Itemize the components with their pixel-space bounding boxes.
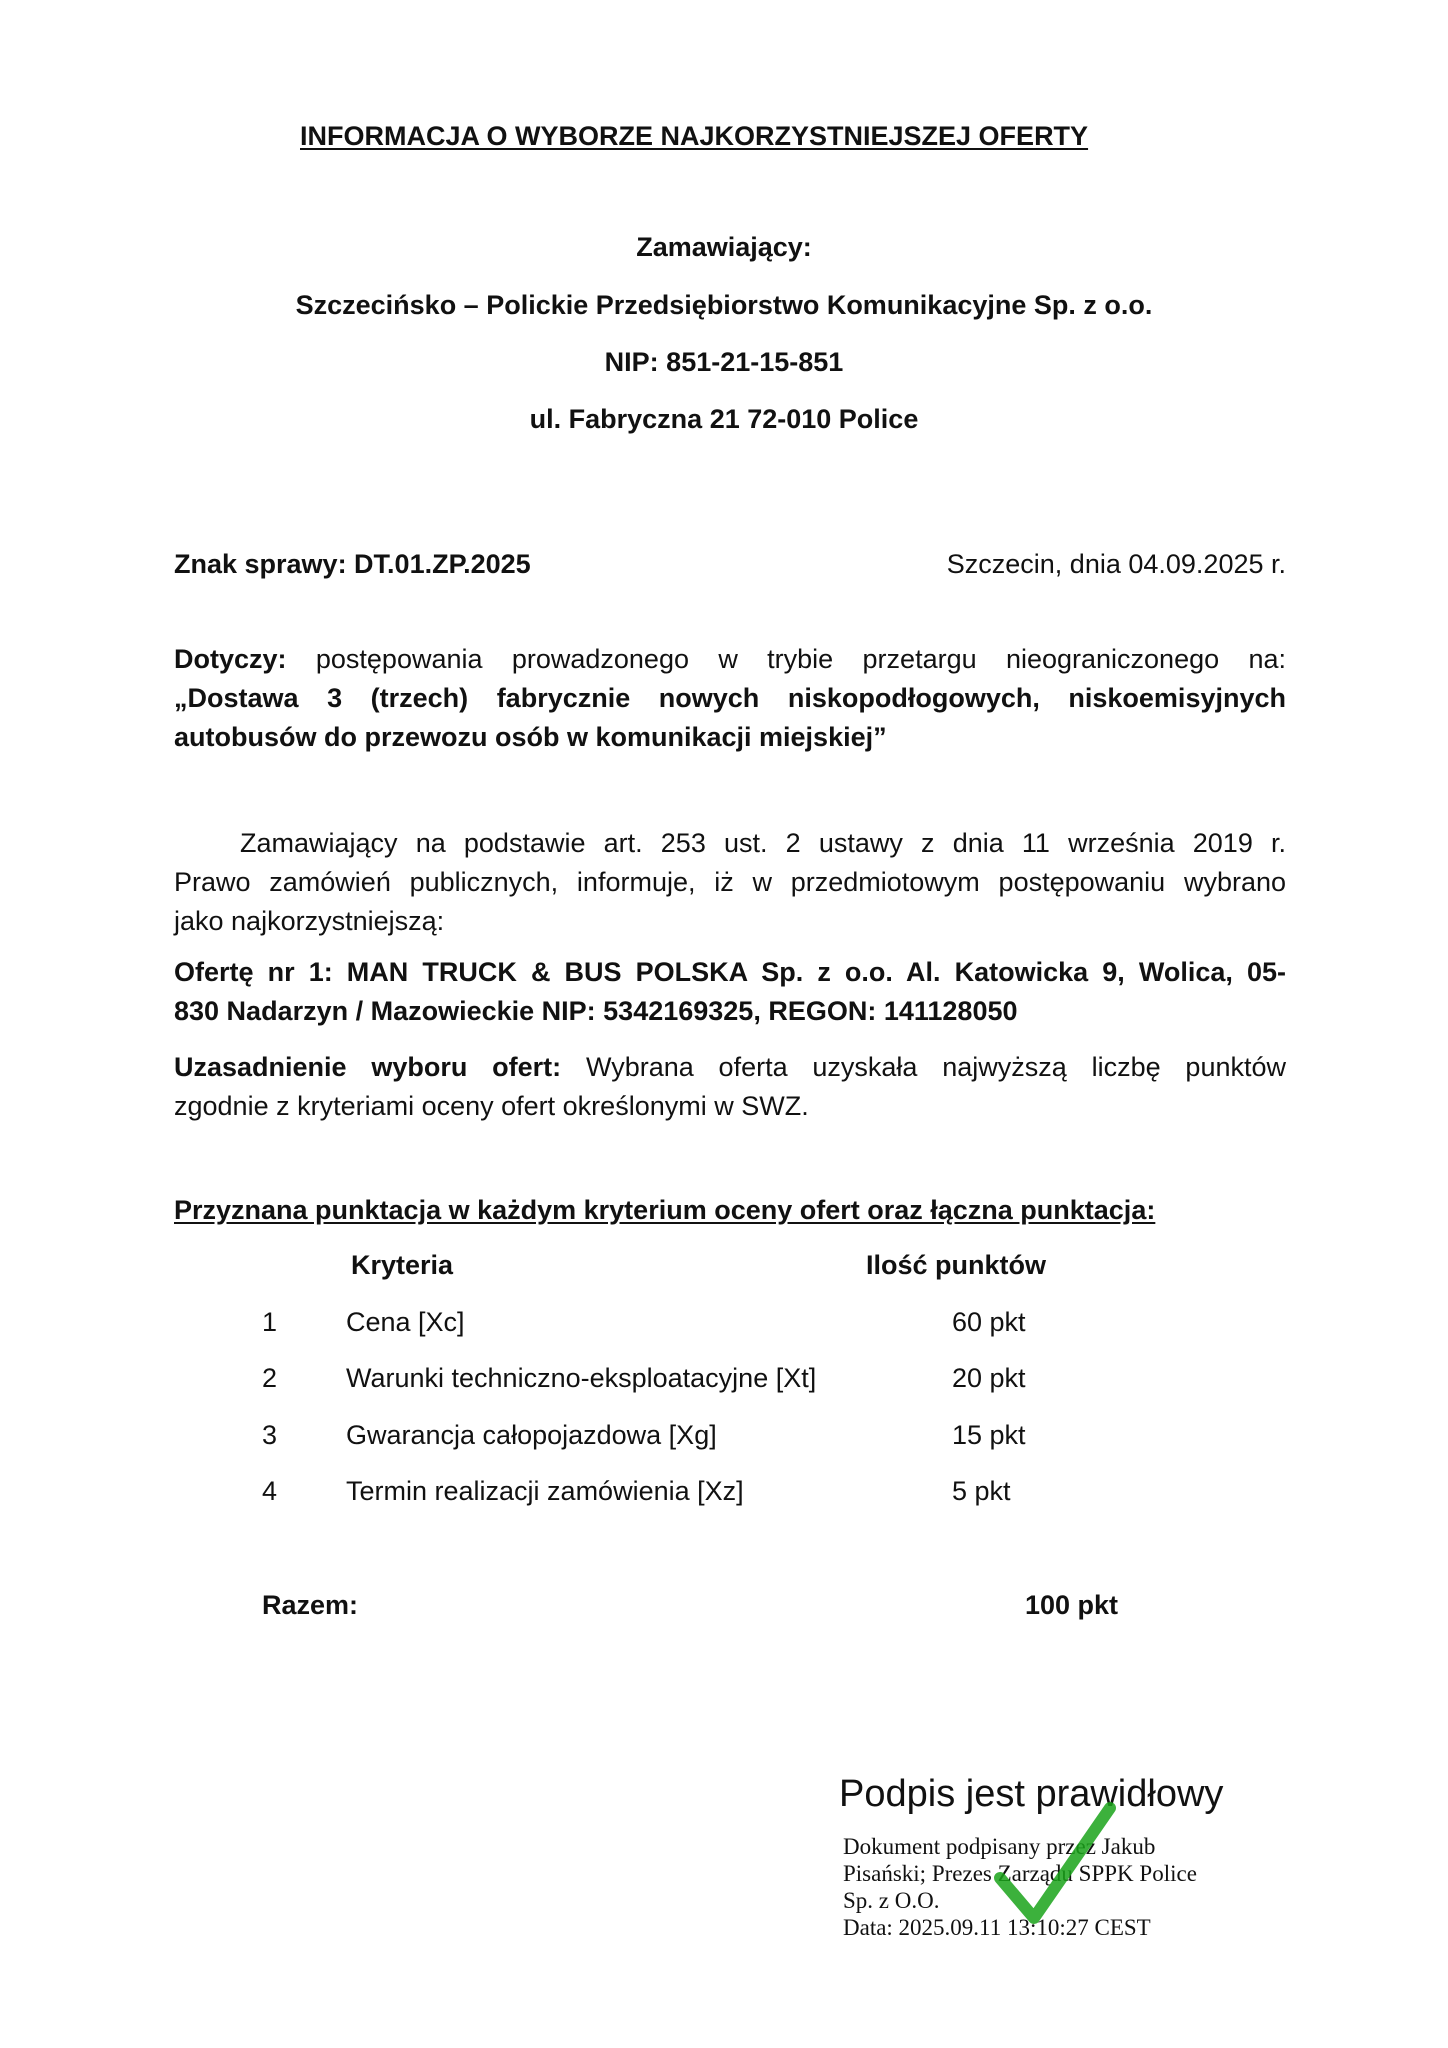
row-points: 15 pkt <box>952 1420 1026 1450</box>
row-criterion: Termin realizacji zamówienia [Xz] <box>346 1476 744 1506</box>
contracting-label: Zamawiający: <box>636 232 812 262</box>
case-sign: Znak sprawy: DT.01.ZP.2025 <box>174 549 531 579</box>
justification-label: Uzasadnienie wyboru ofert: <box>174 1052 562 1082</box>
points-column-header: Ilość punktów <box>866 1250 1047 1280</box>
contracting-nip: NIP: 851-21-15-851 <box>604 347 844 377</box>
subject-line-3: autobusów do przewozu osób w komunikacji miejskiej” <box>174 722 887 752</box>
place-date: Szczecin, dnia 04.09.2025 r. <box>946 549 1286 579</box>
subject-line-2: „Dostawa 3 (trzech) fabrycznie nowych niskopodłogowych, niskoemisyjnych <box>174 683 1286 713</box>
row-number: 3 <box>262 1420 278 1450</box>
row-points: 5 pkt <box>952 1476 1011 1506</box>
subject-label: Dotyczy: <box>174 644 287 674</box>
scoring-heading: Przyznana punktacja w każdym kryterium oceny ofert oraz łączna punktacja: <box>174 1195 1156 1225</box>
signature-date: Data: 2025.09.11 13:10:27 CEST <box>843 1915 1151 1940</box>
signature-status: Podpis jest prawidłowy <box>839 1773 1224 1815</box>
justification-line-2: zgodnie z kryteriami oceny ofert określonymi w SWZ. <box>174 1091 809 1121</box>
justification-line-1 <box>174 1048 1286 1087</box>
offer-line-1: Ofertę nr 1: MAN TRUCK & BUS POLSKA Sp. z o.o. Al. Katowicka 9, Wolica, 05- <box>174 957 1286 987</box>
row-criterion: Gwarancja całopojazdowa [Xg] <box>346 1420 717 1450</box>
offer-line-2: 830 Nadarzyn / Mazowieckie NIP: 5342169325, REGON: 141128050 <box>174 996 1018 1026</box>
criteria-column-header: Kryteria <box>351 1250 454 1280</box>
justification-paragraph <box>174 1048 1286 1126</box>
info-line-1: Zamawiający na podstawie art. 253 ust. 2 ustawy z dnia 11 września 2019 r. <box>240 828 1286 858</box>
row-number: 4 <box>262 1476 278 1506</box>
row-criterion: Warunki techniczno-eksploatacyjne [Xt] <box>346 1363 817 1393</box>
signature-line-1: Dokument podpisany przez Jakub <box>843 1834 1156 1859</box>
subject-line-1 <box>174 640 1286 679</box>
justification-text: Wybrana oferta uzyskała najwyższą liczbę punktów <box>561 1052 1286 1082</box>
row-points: 60 pkt <box>952 1307 1026 1337</box>
row-points: 20 pkt <box>952 1363 1026 1393</box>
subject-text: postępowania prowadzonego w trybie przetargu nieograniczonego na: <box>286 644 1286 674</box>
subject-paragraph <box>174 640 1286 757</box>
signature-line-3: Sp. z O.O. <box>843 1888 940 1913</box>
total-label: Razem: <box>262 1590 359 1620</box>
info-line-3: jako najkorzystniejszą: <box>174 906 445 936</box>
row-number: 1 <box>262 1307 278 1337</box>
info-line-2: Prawo zamówień publicznych, informuje, iż w przedmiotowym postępowaniu wybrano <box>174 867 1286 897</box>
checkmark-icon <box>990 1800 1120 1930</box>
contracting-address: ul. Fabryczna 21 72-010 Police <box>529 404 919 434</box>
total-value: 100 pkt <box>1025 1590 1119 1620</box>
contracting-name: Szczecińsko – Polickie Przedsiębiorstwo Komunikacyjne Sp. z o.o. <box>295 290 1153 320</box>
offer-paragraph <box>174 953 1286 1031</box>
signature-line-2: Pisański; Prezes Zarządu SPPK Police <box>843 1861 1197 1886</box>
info-paragraph <box>174 824 1286 941</box>
row-criterion: Cena [Xc] <box>346 1307 465 1337</box>
row-number: 2 <box>262 1363 278 1393</box>
document-title: INFORMACJA O WYBORZE NAJKORZYSTNIEJSZEJ OFERTY <box>300 121 1089 151</box>
